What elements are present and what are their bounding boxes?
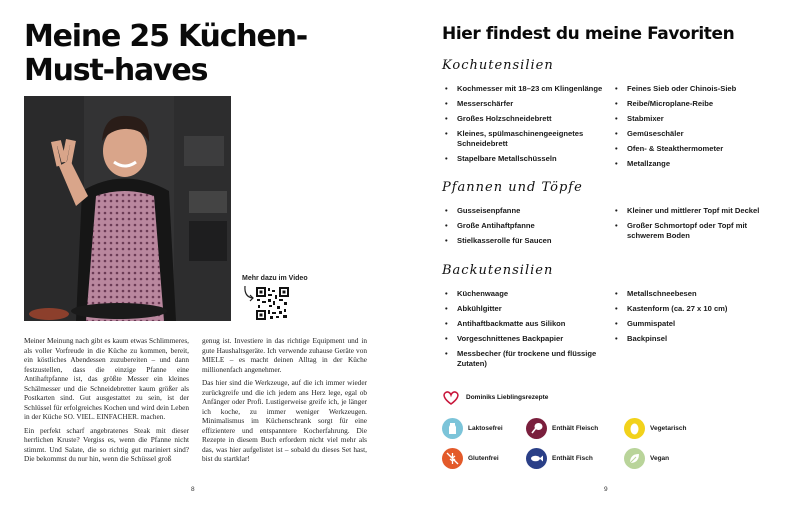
kochutensilien-list-a xyxy=(445,84,605,169)
list-item: • Küchenwaage xyxy=(445,289,605,299)
legend-label: Glutenfrei xyxy=(468,455,499,462)
gluten-free-badge xyxy=(442,448,463,469)
list-item: • Metallschneebesen xyxy=(615,289,780,299)
qr-code[interactable] xyxy=(256,287,289,320)
list-item: • Großes Holzschneidebrett xyxy=(445,114,605,124)
list-item: • Ofen- & Steakthermometer xyxy=(615,144,780,154)
body-text-column-2 xyxy=(202,336,367,468)
section-title-pfannen: Pfannen und Töpfe xyxy=(442,180,583,195)
list-item: • Kleines, spülmaschinengeeignetes Schneidebrett xyxy=(445,129,605,148)
body-text-column-1 xyxy=(24,336,189,468)
list-item: • Große Antihaftpfanne xyxy=(445,221,605,231)
contains-meat-badge xyxy=(526,418,547,439)
chef-illustration xyxy=(24,96,231,321)
list-item: • Vorgeschnittenes Backpapier xyxy=(445,334,605,344)
egg-icon xyxy=(624,418,645,439)
legend-label: Vegan xyxy=(650,455,670,462)
body-paragraph: Ein perfekt scharf angebratenes Steak mit dieser herrlichen Kruste? Vergiss es, wenn die Pfanne nicht stimmt. Und Salate, die so richtig gut mariniert sind? Die bekommst du nur hin, wenn die Schüssel groß xyxy=(24,425,189,463)
list-item: • Kastenform (ca. 27 x 10 cm) xyxy=(615,304,780,314)
page-title xyxy=(24,20,324,88)
body-paragraph: genug ist. Investiere in das richtige Equipment und in gute Haushaltsgeräte. Ich verwende zuhause Geräte von MIELE – es macht deinen Alltag in der Küche millionenfach angenehmer. xyxy=(202,336,367,374)
list-item: • Metallzange xyxy=(615,159,780,169)
kochutensilien-list-b xyxy=(615,84,780,174)
list-item: • Großer Schmortopf oder Topf mit schwerem Boden xyxy=(615,221,780,240)
section-title-kochutensilien: Kochutensilien xyxy=(442,58,554,73)
wheat-icon xyxy=(442,448,463,469)
title-line-2: Must-haves xyxy=(24,53,208,88)
list-item: • Stapelbare Metallschüsseln xyxy=(445,154,605,164)
fish-icon xyxy=(526,448,547,469)
list-item: • Reibe/Microplane-Reibe xyxy=(615,99,780,109)
pfannen-list-b xyxy=(615,206,780,246)
body-paragraph: Meiner Meinung nach gibt es kaum etwas Schlimmeres, als voller Vorfreude in die Küche zu kommen, bereit, ein köstliches Abendessen zuzubereiten – und dann festzustellen, dass die einzige Pfanne eine Antihaftpfanne ist, das größte Messer ein kleines Schälmesser und die Schneidebretter kaum größer als Postkarten sind. Gut ausgestattet zu sein, ist der Schlüssel für erfolgreiches Kochen und wird dein Leben in der Küche SO. VIEL. EINFACHER. machen. xyxy=(24,336,189,421)
qr-label: Mehr dazu im Video xyxy=(242,275,308,282)
page-number-right: 9 xyxy=(604,486,608,493)
backutensilien-list-b xyxy=(615,289,780,349)
list-item: • Stielkasserolle für Saucen xyxy=(445,236,605,246)
legend-label: Enthält Fleisch xyxy=(552,425,599,432)
list-item: • Backpinsel xyxy=(615,334,780,344)
legend-label: Vegetarisch xyxy=(650,425,687,432)
title-line-1: Meine 25 Küchen- xyxy=(24,19,307,54)
body-paragraph: Das hier sind die Werkzeuge, auf die ich immer wieder zurückgreife und die ich jedem ans Herz lege, egal ob Anfänger oder Profi. Lustigerweise greife ich, je länger ich koche, zu immer weniger Werkzeugen. Minimalismus im Küchenschrank sorgt für eine effizientere und entspanntere Kocherfahrung. Die Rezepte in diesem Buch erfordern nicht viel mehr als das, was hier aufgelistet ist – sobald du dieses Set hast, bist du startklar! xyxy=(202,378,367,463)
list-item: • Abkühlgitter xyxy=(445,304,605,314)
list-item: • Messbecher (für trockene und flüssige Zutaten) xyxy=(445,349,605,368)
list-item: • Messerschärfer xyxy=(445,99,605,109)
pfannen-list-a xyxy=(445,206,605,251)
chef-photo xyxy=(24,96,231,321)
list-item: • Stabmixer xyxy=(615,114,780,124)
legend-label: Laktosefrei xyxy=(468,425,503,432)
list-item: • Gummispatel xyxy=(615,319,780,329)
list-item: • Kochmesser mit 18–23 cm Klingenlänge xyxy=(445,84,605,94)
heart-icon xyxy=(442,389,460,407)
list-item: • Gusseisenpfanne xyxy=(445,206,605,216)
legend-label: Enthält Fisch xyxy=(552,455,593,462)
section-title-backutensilien: Backutensilien xyxy=(442,263,554,278)
list-item: • Feines Sieb oder Chinois-Sieb xyxy=(615,84,780,94)
list-item: • Gemüseschäler xyxy=(615,129,780,139)
favorites-title: Hier findest du meine Favoriten xyxy=(442,24,735,44)
favorites-legend-label: Dominiks Lieblingsrezepte xyxy=(466,394,549,401)
vegan-badge xyxy=(624,448,645,469)
list-item: • Antihaftbackmatte aus Silikon xyxy=(445,319,605,329)
drumstick-icon xyxy=(526,418,547,439)
contains-fish-badge xyxy=(526,448,547,469)
lactose-free-badge xyxy=(442,418,463,439)
leaf-icon xyxy=(624,448,645,469)
right-page xyxy=(400,0,800,505)
page-number-left: 8 xyxy=(191,486,195,493)
backutensilien-list-a xyxy=(445,289,605,374)
list-item: • Kleiner und mittlerer Topf mit Deckel xyxy=(615,206,780,216)
milk-icon xyxy=(442,418,463,439)
vegetarian-badge xyxy=(624,418,645,439)
curved-arrow-icon xyxy=(242,285,256,303)
